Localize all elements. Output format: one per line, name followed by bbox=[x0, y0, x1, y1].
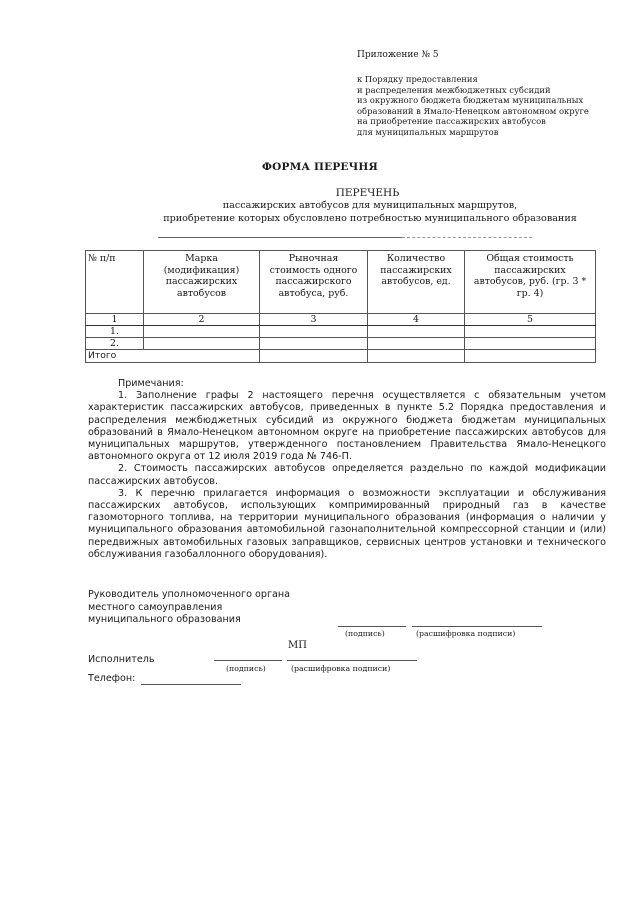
table-header-row bbox=[86, 251, 596, 314]
column-number: 1 bbox=[86, 314, 144, 326]
decoding-caption: (расшифровка подписи) bbox=[291, 664, 391, 673]
head-signature-line[interactable] bbox=[338, 626, 406, 627]
table-cell[interactable]: 1. bbox=[86, 326, 144, 338]
appendix-ref-line: для муниципальных маршрутов bbox=[357, 126, 499, 137]
column-header: Рыночная стоимость одного пассажирского автобуса, руб. bbox=[260, 251, 368, 314]
list-title: ПЕРЕЧЕНЬ bbox=[335, 187, 400, 199]
total-row bbox=[86, 350, 596, 363]
table-cell[interactable] bbox=[144, 338, 260, 350]
note-item: 2. Стоимость пассажирских автобусов определяется раздельно по каждой модификации пассажирских автобусов. bbox=[88, 463, 606, 487]
table-row bbox=[86, 338, 596, 350]
table-cell[interactable] bbox=[260, 338, 368, 350]
phone-field-line[interactable] bbox=[141, 684, 241, 685]
signature-caption: (подпись) bbox=[345, 629, 385, 638]
table-cell[interactable] bbox=[465, 338, 596, 350]
title-underline-tail bbox=[402, 237, 532, 238]
column-number: 3 bbox=[260, 314, 368, 326]
subtitle-line: пассажирских автобусов для муниципальных маршрутов, bbox=[222, 200, 518, 211]
column-number-row bbox=[86, 314, 596, 326]
list-subtitle bbox=[130, 200, 610, 225]
stamp-label: МП bbox=[288, 640, 307, 651]
column-number: 2 bbox=[144, 314, 260, 326]
notes-section bbox=[88, 378, 606, 561]
table-cell[interactable] bbox=[260, 326, 368, 338]
note-item: 3. К перечню прилагается информация о возможности эксплуатации и обслуживания пассажирских автобусов, использующих компримированный природный газ в качестве газомоторного топлива, на территории муниципального образования (информация о наличии у муниципального образования автомобильной газонаполнительной компрессорной станции и (или) передвижных автомобильных газовых заправщиков, сервисных центров установки и технического обслуживания газобаллонного оборудования). bbox=[88, 487, 606, 560]
total-label: Итого bbox=[86, 350, 260, 363]
executor-decoding-line[interactable] bbox=[287, 660, 417, 661]
note-item: 1. Заполнение графы 2 настоящего перечня осуществляется с обязательным учетом характеристик пассажирских автобусов, приведенных в пункте 5.2 Порядка предоставления и распределения межбюджетных субсидий из окружного бюджета бюджетам муниципальных образований в Ямало-Ненецком автономном округе на приобретение пассажирских автобусов для муниципальных маршрутов, утвержденного постановлением Правительства Ямало-Ненецкого автономного округа от 12 июля 2019 года № 746-П. bbox=[88, 390, 606, 463]
head-line: Руководитель уполномоченного органа bbox=[88, 589, 291, 600]
phone-label: Телефон: bbox=[88, 673, 136, 684]
form-title: ФОРМА ПЕРЕЧНЯ bbox=[261, 161, 379, 173]
total-cell[interactable] bbox=[260, 350, 368, 363]
column-header: Общая стоимость пассажирских автобусов, руб. (гр. 3 * гр. 4) bbox=[465, 251, 596, 314]
head-of-authority-label bbox=[88, 589, 290, 627]
appendix-reference bbox=[357, 74, 589, 137]
title-underline bbox=[158, 237, 402, 238]
appendix-ref-line: на приобретение пассажирских автобусов bbox=[357, 116, 546, 126]
table-cell[interactable] bbox=[368, 326, 465, 338]
total-cell[interactable] bbox=[368, 350, 465, 363]
subtitle-line: приобретение которых обусловлено потребностью муниципального образования bbox=[163, 212, 577, 224]
total-cell[interactable] bbox=[465, 350, 596, 363]
column-header: Марка (модификация) пассажирских автобусов bbox=[144, 251, 260, 314]
executor-label: Исполнитель bbox=[88, 654, 155, 665]
notes-heading: Примечания: bbox=[118, 378, 184, 389]
column-number: 4 bbox=[368, 314, 465, 326]
appendix-ref-line: образований в Ямало-Ненецком автономном округе bbox=[357, 105, 589, 116]
column-header: № п/п bbox=[86, 251, 144, 314]
table-cell[interactable]: 2. bbox=[86, 338, 144, 350]
head-line: местного самоуправления bbox=[88, 601, 223, 613]
table-row bbox=[86, 326, 596, 338]
appendix-ref-line: из окружного бюджета бюджетам муниципальных bbox=[357, 95, 584, 105]
appendix-title: Приложение № 5 bbox=[357, 50, 439, 60]
appendix-ref-line: к Порядку предоставления bbox=[357, 74, 478, 84]
appendix-ref-line: и распределения межбюджетных субсидий bbox=[357, 84, 551, 95]
executor-signature-line[interactable] bbox=[214, 660, 282, 661]
decoding-caption: (расшифровка подписи) bbox=[416, 629, 516, 638]
head-line: муниципального образования bbox=[88, 614, 241, 625]
table-cell[interactable] bbox=[368, 338, 465, 350]
column-number: 5 bbox=[465, 314, 596, 326]
table-cell[interactable] bbox=[144, 326, 260, 338]
column-header: Количество пассажирских автобусов, ед. bbox=[368, 251, 465, 314]
head-decoding-line[interactable] bbox=[412, 626, 542, 627]
table-cell[interactable] bbox=[465, 326, 596, 338]
list-table bbox=[85, 250, 596, 363]
signature-caption: (подпись) bbox=[226, 664, 266, 673]
